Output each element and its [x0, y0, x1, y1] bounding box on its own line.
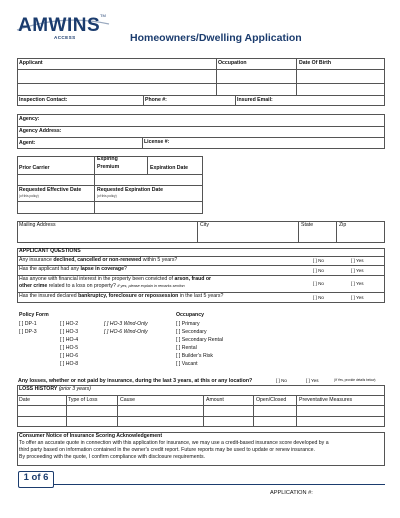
question-arson-fraud-cont: other crime related to a loss on property? If yes, please explain in remarks section [19, 283, 185, 289]
applicant-questions-heading: APPLICANT QUESTIONS [19, 248, 81, 254]
agency-label: Agency: [19, 116, 40, 122]
occupancy-vacant[interactable]: [ ] Vacant [176, 361, 198, 367]
requested-effective-date-label: Requested Effective Date [19, 187, 82, 193]
losses-yes-checkbox[interactable]: [ ] Yes [306, 378, 319, 383]
page-indicator: 1 of 6 [23, 472, 49, 483]
q3-no-checkbox[interactable]: [ ] No [313, 281, 324, 286]
inspection-contact-label: Inspection Contact: [19, 97, 68, 103]
q4-yes-checkbox[interactable]: [ ] Yes [351, 295, 364, 300]
consumer-notice-line-1: To offer an accurate quote in connection with this application for insurance, we may use a credit-based insurance score developed by a [19, 440, 329, 446]
question-declined: Any insurance declined, cancelled or non-renewed within 5 years? [19, 257, 178, 263]
occupancy-secondary-rental[interactable]: [ ] Secondary Rental [176, 337, 224, 343]
losses-question: Any losses, whether or not paid by insurance, during the last 3 years, at this or any location? [18, 378, 253, 384]
application-number-label: APPLICATION #: [270, 490, 313, 496]
losses-yes-note: (If Yes, provide details below) [334, 378, 376, 382]
occupancy-primary[interactable]: [ ] Primary [176, 321, 200, 327]
city-label: City [200, 222, 209, 228]
loss-history-heading: LOSS HISTORY (prior 3 years) [19, 386, 91, 392]
agent-label: Agent: [19, 140, 36, 146]
policy-form-ho6-wind-only[interactable]: [ ] HO-6 Wind-Only [104, 329, 148, 335]
column-date: Date [19, 397, 30, 403]
q2-no-checkbox[interactable]: [ ] No [313, 268, 324, 273]
column-amount: Amount [206, 397, 224, 403]
policy-form-ho4[interactable]: [ ] HO-4 [60, 337, 79, 343]
policy-form-ho3-wind-only[interactable]: [ ] HO-3 Wind-Only [104, 321, 148, 327]
requested-effective-note: (of this policy) [19, 194, 39, 198]
license-label: License #: [144, 139, 170, 145]
logo-subtitle: ACCESS [54, 35, 76, 40]
applicant-label: Applicant [19, 60, 43, 66]
requested-expiration-date-label: Requested Expiration Date [97, 187, 164, 193]
consumer-notice-line-2: third party based on information contained in the owner's credit report. Future reports may be used to update or renew insurance. [19, 447, 315, 453]
expiration-date-label: Expiration Date [150, 165, 189, 171]
occupancy-builders-risk[interactable]: [ ] Builder's Risk [176, 353, 214, 359]
policy-form-ho2[interactable]: [ ] HO-2 [60, 321, 79, 327]
agency-address-label: Agency Address: [19, 128, 62, 134]
prior-carrier-label: Prior Carrier [19, 165, 50, 171]
losses-no-checkbox[interactable]: [ ] No [276, 378, 287, 383]
consumer-notice-heading: Consumer Notice of Insurance Scoring Acknowledgement [19, 433, 163, 439]
footer-divider [54, 484, 385, 485]
q2-yes-checkbox[interactable]: [ ] Yes [351, 268, 364, 273]
policy-form-dp3[interactable]: [ ] DP-3 [19, 329, 37, 335]
policy-form-ho3[interactable]: [ ] HO-3 [60, 329, 79, 335]
policy-form-dp1[interactable]: [ ] DP-1 [19, 321, 37, 327]
q4-no-checkbox[interactable]: [ ] No [313, 295, 324, 300]
policy-form-ho5[interactable]: [ ] HO-5 [60, 345, 79, 351]
column-open-closed: Open/Closed [256, 397, 287, 403]
logo-trademark: TM [100, 13, 106, 18]
occupation-label: Occupation [218, 60, 247, 66]
page-title: Homeowners/Dwelling Application [130, 32, 302, 44]
premium-label: Premium [97, 164, 120, 170]
insured-email-label: Insured Email: [237, 97, 273, 103]
q3-yes-checkbox[interactable]: [ ] Yes [351, 281, 364, 286]
mailing-address-label: Mailing Address [19, 222, 56, 228]
occupancy-secondary[interactable]: [ ] Secondary [176, 329, 207, 335]
logo: AMWINS [18, 15, 101, 36]
policy-form-ho8[interactable]: [ ] HO-8 [60, 361, 79, 367]
occupancy-rental[interactable]: [ ] Rental [176, 345, 197, 351]
occupancy-heading: Occupancy [176, 312, 204, 318]
agency-box [17, 114, 385, 149]
question-bankruptcy: Has the insured declared bankruptcy, foreclosure or repossession in the last 5 years? [19, 293, 224, 299]
column-type-of-loss: Type of Loss [68, 397, 98, 403]
column-preventative-measures: Preventative Measures [299, 397, 353, 403]
question-lapse: Has the applicant had any lapse in coverage? [19, 266, 127, 272]
consumer-notice-line-3: By proceeding with the quote, I confirm compliance with disclosure requirements. [19, 454, 205, 460]
requested-expiration-note: (of this policy) [97, 194, 117, 198]
phone-label: Phone #: [145, 97, 167, 103]
zip-label: Zip [339, 222, 347, 228]
q1-no-checkbox[interactable]: [ ] No [313, 258, 324, 263]
policy-form-heading: Policy Form [19, 312, 49, 318]
column-cause: Cause [120, 397, 135, 403]
expiring-label: Expiring [97, 156, 118, 162]
q1-yes-checkbox[interactable]: [ ] Yes [351, 258, 364, 263]
policy-form-ho6[interactable]: [ ] HO-6 [60, 353, 79, 359]
state-label: State [301, 222, 314, 228]
question-arson-fraud: Has anyone with financial interest in the property been convicted of arson, fraud or [19, 276, 212, 282]
dob-label: Date Of Birth [299, 60, 331, 66]
